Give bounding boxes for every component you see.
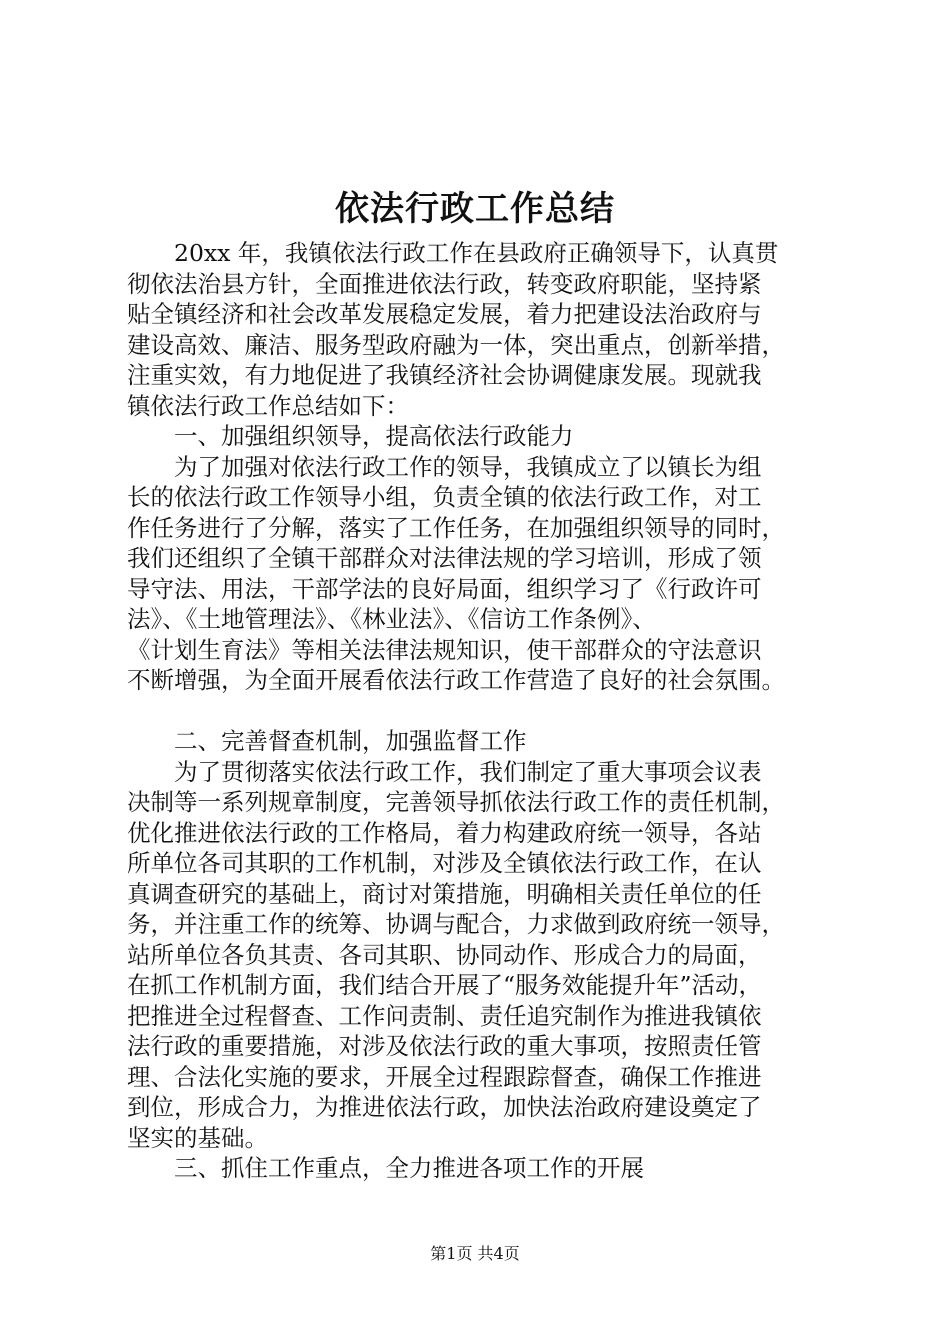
paragraph-line: 真调查研究的基础上，商讨对策措施，明确相关责任单位的任 (127, 879, 762, 908)
paragraph-line: 把推进全过程督查、工作问责制、责任追究制作为推进我镇依 (127, 1001, 762, 1030)
paragraph-line: 导守法、用法，干部学法的良好局面，组织学习了《行政许可 (127, 574, 762, 603)
paragraph-line: 法行政的重要措施，对涉及依法行政的重大事项，按照责任管 (127, 1032, 762, 1060)
paragraph-line: 为了加强对依法行政工作的领导，我镇成立了以镇长为组 (174, 452, 762, 481)
paragraph-line: 作任务进行了分解，落实了工作任务，在加强组织领导的同时， (127, 513, 785, 542)
paragraph-line: 站所单位各负其责、各司其职、协同动作、形成合力的局面， (127, 940, 762, 969)
paragraph-line: 我们还组织了全镇干部群众对法律法规的学习培训，形成了领 (127, 544, 762, 572)
paragraph-line: 20xx 年，我镇依法行政工作在县政府正确领导下，认真贯 (174, 239, 779, 267)
paragraph-line: 所单位各司其职的工作机制，对涉及全镇依法行政工作，在认 (127, 849, 762, 877)
paragraph-line: 务，并注重工作的统筹、协调与配合，力求做到政府统一领导， (127, 910, 785, 938)
paragraph-line: 注重实效，有力地促进了我镇经济社会协调健康发展。现就我 (127, 361, 762, 389)
paragraph-line: 《计划生育法》等相关法律法规知识，使干部群众的守法意识 (127, 635, 762, 664)
page-footer: 第1页 共4页 (430, 1244, 520, 1263)
paragraph-line: 长的依法行政工作领导小组，负责全镇的依法行政工作，对工 (127, 483, 762, 511)
paragraph-line: 法》、《土地管理法》、《林业法》、《信访工作条例》、 (127, 605, 656, 633)
document-title: 依法行政工作总结 (335, 189, 615, 229)
paragraph-line: 不断增强，为全面开展看依法行政工作营造了良好的社会氛围。 (127, 666, 785, 694)
paragraph-line: 贴全镇经济和社会改革发展稳定发展，着力把建设法治政府与 (127, 300, 762, 328)
paragraph-line: 一、加强组织领导，提高依法行政能力 (174, 422, 574, 450)
paragraph-line: 到位，形成合力，为推进依法行政，加快法治政府建设奠定了 (127, 1093, 762, 1121)
paragraph-line: 为了贯彻落实依法行政工作，我们制定了重大事项会议表 (174, 757, 762, 786)
paragraph-line: 建设高效、廉洁、服务型政府融为一体，突出重点，创新举措， (127, 330, 785, 359)
paragraph-line: 三、抓住工作重点，全力推进各项工作的开展 (174, 1154, 644, 1182)
paragraph-line: 二、完善督查机制，加强监督工作 (174, 727, 527, 755)
document-body (127, 238, 827, 1184)
paragraph-line: 在抓工作机制方面，我们结合开展了“服务效能提升年”活动， (127, 971, 763, 999)
paragraph-line: 理、合法化实施的要求，开展全过程跟踪督查，确保工作推进 (127, 1062, 762, 1091)
paragraph-line: 彻依法治县方针，全面推进依法行政，转变政府职能，坚持紧 (127, 269, 762, 298)
paragraph-line: 坚实的基础。 (127, 1123, 268, 1152)
paragraph-line: 决制等一系列规章制度，完善领导抓依法行政工作的责任机制， (127, 788, 785, 816)
paragraph-line: 优化推进依法行政的工作格局，着力构建政府统一领导，各站 (127, 818, 762, 847)
paragraph-line: 镇依法行政工作总结如下： (127, 391, 409, 420)
blank-line (127, 696, 827, 727)
